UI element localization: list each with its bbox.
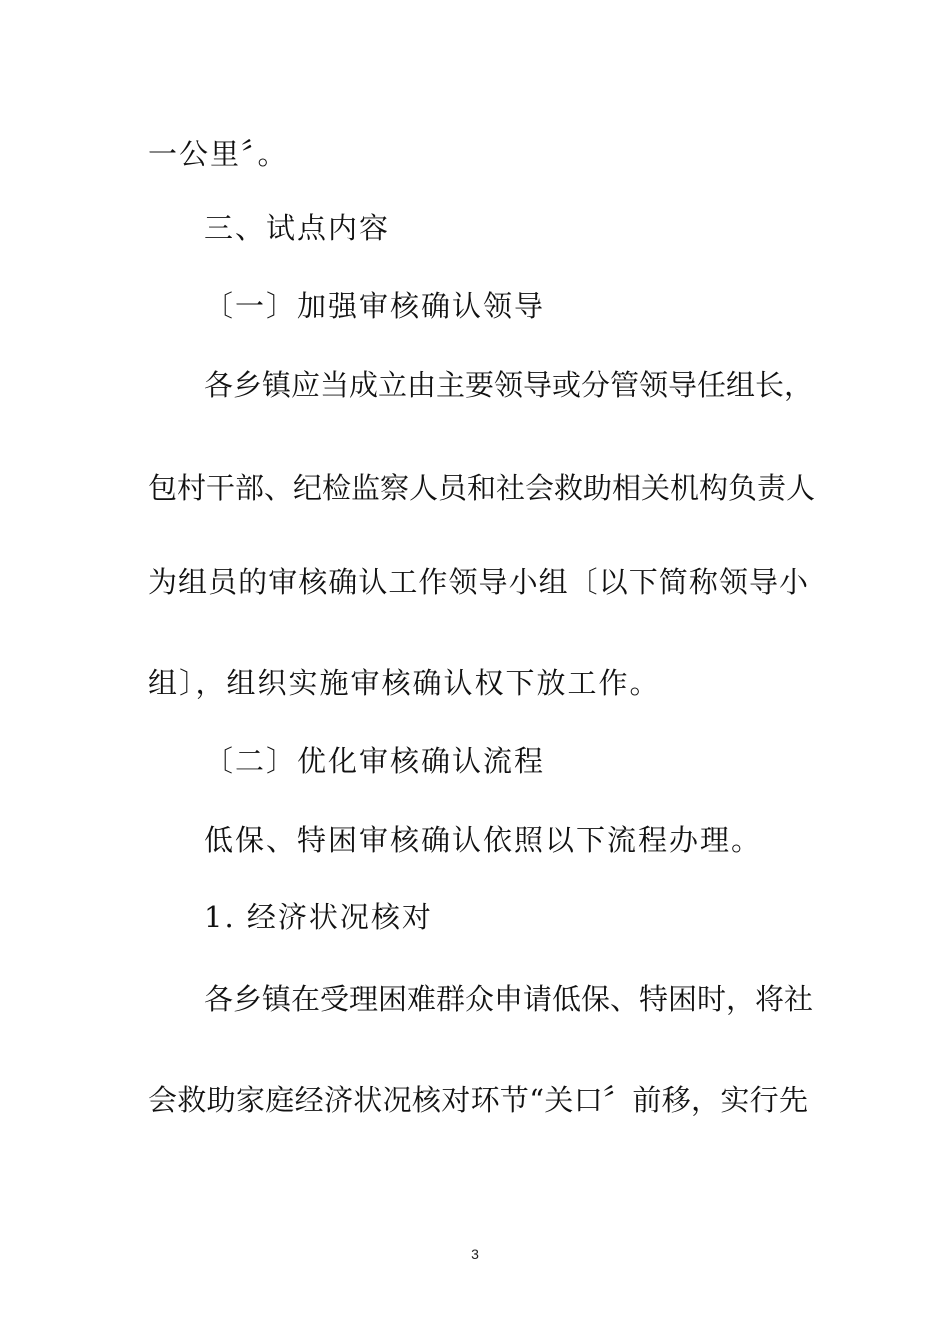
section-heading: 三、试点内容 — [204, 211, 391, 245]
paragraph-line: 组〕，组织实施审核确认权下放工作。 — [148, 666, 661, 700]
paragraph-line: 包村干部、纪检监察人员和社会救助相关机构负责人 — [148, 471, 816, 505]
paragraph-line: 会救助家庭经济状况核对环节“关口〞前移，实行先 — [148, 1083, 808, 1117]
item-heading: 1. 经济状况核对 — [204, 900, 433, 934]
paragraph-line: 各乡镇应当成立由主要领导或分管领导任组长， — [204, 368, 814, 402]
paragraph-line: 低保、特困审核确认依照以下流程办理。 — [204, 823, 763, 857]
paragraph-line-continuation: 一公里〞。 — [148, 137, 289, 171]
paragraph-line: 为组员的审核确认工作领导小组〔以下简称领导小 — [148, 565, 808, 599]
subsection-heading: 〔一〕加强审核确认领导 — [204, 289, 546, 323]
page-number: 3 — [471, 1246, 479, 1262]
subsection-heading: 〔二〕优化审核确认流程 — [204, 744, 546, 778]
paragraph-line: 各乡镇在受理困难群众申请低保、特困时，将社 — [204, 982, 814, 1016]
